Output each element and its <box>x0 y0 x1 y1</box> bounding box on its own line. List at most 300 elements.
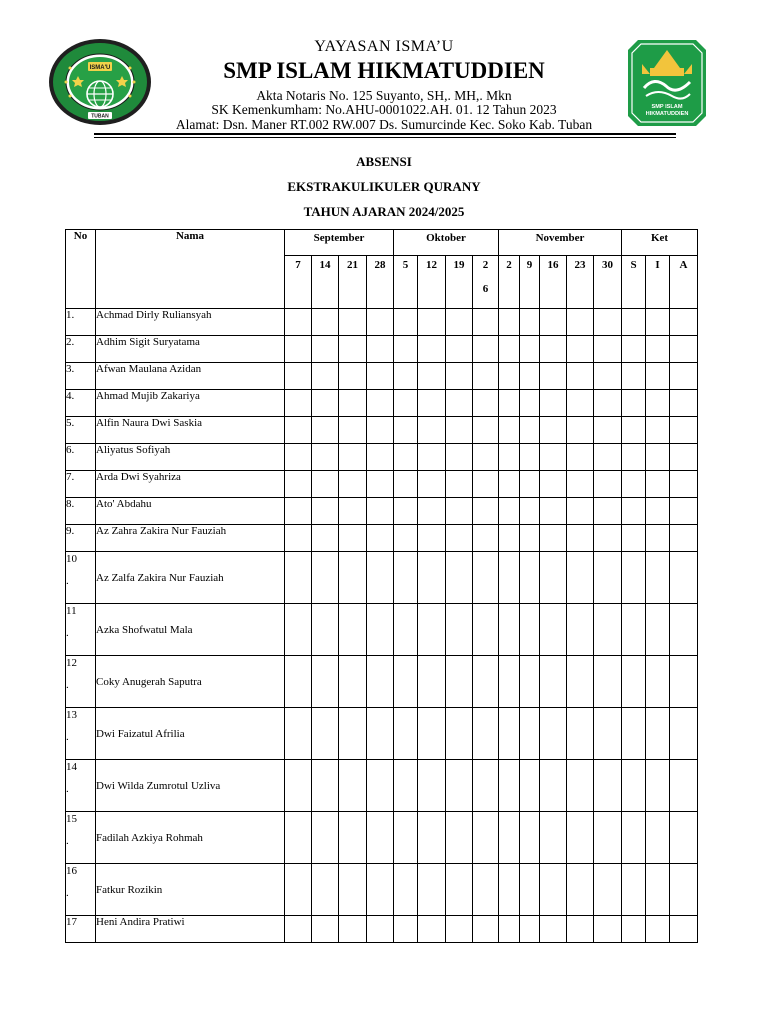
attendance-cell[interactable] <box>520 336 540 363</box>
student-name: Dwi Faizatul Afrilia <box>96 708 285 760</box>
attendance-cell[interactable] <box>540 444 567 471</box>
attendance-cell[interactable] <box>567 390 594 417</box>
attendance-cell[interactable] <box>540 363 567 390</box>
table-row <box>66 417 698 444</box>
attendance-cell[interactable] <box>622 656 646 708</box>
attendance-cell[interactable] <box>394 525 418 552</box>
attendance-cell[interactable] <box>418 604 446 656</box>
attendance-cell[interactable] <box>339 604 367 656</box>
attendance-cell[interactable] <box>285 363 312 390</box>
attendance-cell[interactable] <box>622 760 646 812</box>
attendance-cell[interactable] <box>394 604 418 656</box>
attendance-cell[interactable] <box>670 916 698 943</box>
attendance-cell[interactable] <box>367 812 394 864</box>
attendance-cell[interactable] <box>312 417 339 444</box>
attendance-cell[interactable] <box>285 390 312 417</box>
attendance-cell[interactable] <box>394 656 418 708</box>
attendance-cell[interactable] <box>540 498 567 525</box>
attendance-cell[interactable] <box>339 760 367 812</box>
attendance-cell[interactable] <box>473 525 499 552</box>
attendance-cell[interactable] <box>367 864 394 916</box>
month-header-ket: Ket <box>622 230 698 256</box>
attendance-cell[interactable] <box>670 390 698 417</box>
attendance-cell[interactable] <box>622 864 646 916</box>
attendance-cell[interactable] <box>499 417 520 444</box>
table-row <box>66 708 698 760</box>
attendance-cell[interactable] <box>622 363 646 390</box>
attendance-cell[interactable] <box>670 417 698 444</box>
attendance-cell[interactable] <box>540 916 567 943</box>
attendance-cell[interactable] <box>285 552 312 604</box>
table-row <box>66 363 698 390</box>
attendance-cell[interactable] <box>520 363 540 390</box>
attendance-cell[interactable] <box>594 498 622 525</box>
attendance-cell[interactable] <box>446 336 473 363</box>
attendance-cell[interactable] <box>540 708 567 760</box>
attendance-cell[interactable] <box>285 309 312 336</box>
attendance-cell[interactable] <box>646 760 670 812</box>
student-name: Heni Andira Pratiwi <box>96 916 285 943</box>
attendance-cell[interactable] <box>499 336 520 363</box>
attendance-cell[interactable] <box>646 336 670 363</box>
attendance-cell[interactable] <box>540 812 567 864</box>
attendance-cell[interactable] <box>312 552 339 604</box>
attendance-cell[interactable] <box>567 916 594 943</box>
attendance-cell[interactable] <box>567 708 594 760</box>
attendance-cell[interactable] <box>394 336 418 363</box>
attendance-cell[interactable] <box>540 864 567 916</box>
attendance-cell[interactable] <box>646 417 670 444</box>
attendance-cell[interactable] <box>446 309 473 336</box>
attendance-cell[interactable] <box>418 552 446 604</box>
attendance-cell[interactable] <box>670 336 698 363</box>
attendance-cell[interactable] <box>367 708 394 760</box>
attendance-cell[interactable] <box>312 525 339 552</box>
attendance-cell[interactable] <box>473 760 499 812</box>
attendance-cell[interactable] <box>367 309 394 336</box>
attendance-cell[interactable] <box>594 656 622 708</box>
attendance-cell[interactable] <box>499 864 520 916</box>
attendance-cell[interactable] <box>520 525 540 552</box>
attendance-cell[interactable] <box>312 708 339 760</box>
attendance-cell[interactable] <box>367 760 394 812</box>
attendance-cell[interactable] <box>367 336 394 363</box>
row-number-dot: . <box>66 783 69 795</box>
attendance-cell[interactable] <box>499 812 520 864</box>
col-header-name: Nama <box>96 230 285 309</box>
attendance-cell[interactable] <box>646 525 670 552</box>
attendance-cell[interactable] <box>394 390 418 417</box>
attendance-cell[interactable] <box>540 656 567 708</box>
attendance-cell[interactable] <box>540 604 567 656</box>
attendance-cell[interactable] <box>339 864 367 916</box>
attendance-cell[interactable] <box>285 417 312 444</box>
attendance-cell[interactable] <box>520 417 540 444</box>
attendance-cell[interactable] <box>520 498 540 525</box>
attendance-cell[interactable] <box>285 812 312 864</box>
row-number-dot: . <box>66 575 69 587</box>
attendance-cell[interactable] <box>622 498 646 525</box>
attendance-cell[interactable] <box>622 444 646 471</box>
attendance-cell[interactable] <box>594 916 622 943</box>
attendance-cell[interactable] <box>418 363 446 390</box>
attendance-cell[interactable] <box>670 525 698 552</box>
attendance-cell[interactable] <box>622 525 646 552</box>
attendance-cell[interactable] <box>285 498 312 525</box>
attendance-cell[interactable] <box>285 444 312 471</box>
attendance-cell[interactable] <box>394 864 418 916</box>
attendance-cell[interactable] <box>367 916 394 943</box>
attendance-cell[interactable] <box>622 604 646 656</box>
attendance-cell[interactable] <box>446 471 473 498</box>
attendance-cell[interactable] <box>285 916 312 943</box>
attendance-cell[interactable] <box>418 864 446 916</box>
attendance-cell[interactable] <box>446 916 473 943</box>
attendance-cell[interactable] <box>418 336 446 363</box>
attendance-cell[interactable] <box>446 444 473 471</box>
attendance-cell[interactable] <box>367 656 394 708</box>
attendance-cell[interactable] <box>567 417 594 444</box>
student-name: Az Zahra Zakira Nur Fauziah <box>96 525 285 552</box>
attendance-cell[interactable] <box>622 552 646 604</box>
student-name: Fadilah Azkiya Rohmah <box>96 812 285 864</box>
row-number: 15 . <box>66 812 96 864</box>
month-header-oktober: Oktober <box>394 230 499 256</box>
attendance-cell[interactable] <box>567 656 594 708</box>
attendance-cell[interactable] <box>520 656 540 708</box>
attendance-cell[interactable] <box>473 444 499 471</box>
attendance-cell[interactable] <box>646 363 670 390</box>
attendance-cell[interactable] <box>473 708 499 760</box>
attendance-cell[interactable] <box>646 390 670 417</box>
attendance-cell[interactable] <box>339 363 367 390</box>
attendance-cell[interactable] <box>473 604 499 656</box>
attendance-cell[interactable] <box>418 656 446 708</box>
table-row <box>66 916 698 943</box>
attendance-cell[interactable] <box>367 552 394 604</box>
attendance-cell[interactable] <box>567 552 594 604</box>
attendance-cell[interactable] <box>339 498 367 525</box>
attendance-cell[interactable] <box>622 812 646 864</box>
day-header: 16 <box>540 256 567 309</box>
attendance-cell[interactable] <box>446 760 473 812</box>
attendance-cell[interactable] <box>312 864 339 916</box>
attendance-cell[interactable] <box>622 309 646 336</box>
attendance-cell[interactable] <box>285 708 312 760</box>
attendance-cell[interactable] <box>394 498 418 525</box>
header-rule-thin <box>94 137 676 138</box>
attendance-cell[interactable] <box>285 656 312 708</box>
attendance-cell[interactable] <box>622 708 646 760</box>
attendance-cell[interactable] <box>520 812 540 864</box>
attendance-cell[interactable] <box>520 309 540 336</box>
attendance-cell[interactable] <box>594 444 622 471</box>
attendance-cell[interactable] <box>540 525 567 552</box>
attendance-cell[interactable] <box>418 417 446 444</box>
row-number-dot: . <box>66 835 69 847</box>
row-number-dot: . <box>66 731 69 743</box>
attendance-cell[interactable] <box>567 604 594 656</box>
attendance-cell[interactable] <box>473 812 499 864</box>
attendance-cell[interactable] <box>394 760 418 812</box>
attendance-cell[interactable] <box>339 552 367 604</box>
attendance-cell[interactable] <box>285 864 312 916</box>
attendance-cell[interactable] <box>567 760 594 812</box>
attendance-cell[interactable] <box>339 471 367 498</box>
attendance-cell[interactable] <box>473 498 499 525</box>
attendance-cell[interactable] <box>473 471 499 498</box>
attendance-cell[interactable] <box>473 390 499 417</box>
attendance-cell[interactable] <box>312 760 339 812</box>
attendance-cell[interactable] <box>473 656 499 708</box>
attendance-cell[interactable] <box>499 604 520 656</box>
attendance-cell[interactable] <box>312 390 339 417</box>
student-name: Coky Anugerah Saputra <box>96 656 285 708</box>
attendance-cell[interactable] <box>446 864 473 916</box>
attendance-cell[interactable] <box>646 444 670 471</box>
attendance-cell[interactable] <box>312 812 339 864</box>
attendance-cell[interactable] <box>540 390 567 417</box>
attendance-cell[interactable] <box>594 336 622 363</box>
attendance-cell[interactable] <box>646 309 670 336</box>
attendance-cell[interactable] <box>367 417 394 444</box>
attendance-cell[interactable] <box>567 864 594 916</box>
attendance-cell[interactable] <box>499 498 520 525</box>
attendance-cell[interactable] <box>394 363 418 390</box>
attendance-cell[interactable] <box>594 390 622 417</box>
attendance-cell[interactable] <box>473 309 499 336</box>
attendance-cell[interactable] <box>520 708 540 760</box>
attendance-cell[interactable] <box>567 471 594 498</box>
attendance-cell[interactable] <box>367 444 394 471</box>
attendance-cell[interactable] <box>367 471 394 498</box>
attendance-cell[interactable] <box>418 760 446 812</box>
attendance-cell[interactable] <box>646 552 670 604</box>
attendance-cell[interactable] <box>499 525 520 552</box>
attendance-cell[interactable] <box>367 390 394 417</box>
attendance-cell[interactable] <box>622 916 646 943</box>
attendance-cell[interactable] <box>339 309 367 336</box>
attendance-cell[interactable] <box>473 363 499 390</box>
attendance-cell[interactable] <box>622 471 646 498</box>
attendance-cell[interactable] <box>646 708 670 760</box>
attendance-table <box>65 229 698 943</box>
attendance-cell[interactable] <box>285 760 312 812</box>
attendance-cell[interactable] <box>670 363 698 390</box>
attendance-cell[interactable] <box>418 525 446 552</box>
attendance-cell[interactable] <box>540 471 567 498</box>
attendance-cell[interactable] <box>285 604 312 656</box>
attendance-cell[interactable] <box>339 417 367 444</box>
attendance-cell[interactable] <box>418 390 446 417</box>
attendance-cell[interactable] <box>446 498 473 525</box>
attendance-cell[interactable] <box>473 336 499 363</box>
attendance-cell[interactable] <box>499 309 520 336</box>
attendance-cell[interactable] <box>567 309 594 336</box>
attendance-cell[interactable] <box>312 498 339 525</box>
attendance-cell[interactable] <box>499 656 520 708</box>
attendance-cell[interactable] <box>567 525 594 552</box>
attendance-cell[interactable] <box>594 363 622 390</box>
attendance-cell[interactable] <box>540 760 567 812</box>
attendance-cell[interactable] <box>312 363 339 390</box>
attendance-cell[interactable] <box>567 444 594 471</box>
attendance-cell[interactable] <box>418 708 446 760</box>
attendance-cell[interactable] <box>646 656 670 708</box>
attendance-cell[interactable] <box>446 390 473 417</box>
attendance-cell[interactable] <box>312 656 339 708</box>
attendance-cell[interactable] <box>520 471 540 498</box>
attendance-cell[interactable] <box>367 604 394 656</box>
day-header: S <box>622 256 646 309</box>
attendance-cell[interactable] <box>499 363 520 390</box>
attendance-cell[interactable] <box>594 417 622 444</box>
attendance-cell[interactable] <box>446 417 473 444</box>
attendance-cell[interactable] <box>446 708 473 760</box>
attendance-cell[interactable] <box>285 471 312 498</box>
attendance-cell[interactable] <box>670 444 698 471</box>
attendance-cell[interactable] <box>473 552 499 604</box>
attendance-cell[interactable] <box>312 444 339 471</box>
attendance-cell[interactable] <box>594 525 622 552</box>
attendance-cell[interactable] <box>394 471 418 498</box>
attendance-cell[interactable] <box>499 916 520 943</box>
attendance-cell[interactable] <box>499 760 520 812</box>
attendance-cell[interactable] <box>312 309 339 336</box>
attendance-cell[interactable] <box>473 417 499 444</box>
attendance-cell[interactable] <box>594 552 622 604</box>
attendance-cell[interactable] <box>446 363 473 390</box>
attendance-cell[interactable] <box>339 916 367 943</box>
attendance-cell[interactable] <box>499 708 520 760</box>
attendance-cell[interactable] <box>646 604 670 656</box>
attendance-cell[interactable] <box>418 498 446 525</box>
attendance-cell[interactable] <box>312 336 339 363</box>
attendance-cell[interactable] <box>646 864 670 916</box>
attendance-cell[interactable] <box>670 656 698 708</box>
attendance-cell[interactable] <box>312 604 339 656</box>
attendance-cell[interactable] <box>312 916 339 943</box>
attendance-cell[interactable] <box>594 760 622 812</box>
attendance-cell[interactable] <box>446 604 473 656</box>
attendance-cell[interactable] <box>520 444 540 471</box>
attendance-cell[interactable] <box>646 916 670 943</box>
attendance-cell[interactable] <box>622 390 646 417</box>
row-number: 3. <box>66 363 96 390</box>
attendance-cell[interactable] <box>418 812 446 864</box>
attendance-cell[interactable] <box>520 604 540 656</box>
attendance-cell[interactable] <box>339 525 367 552</box>
attendance-cell[interactable] <box>285 336 312 363</box>
student-name: Azka Shofwatul Mala <box>96 604 285 656</box>
attendance-cell[interactable] <box>594 471 622 498</box>
attendance-cell[interactable] <box>670 864 698 916</box>
row-number: 1. <box>66 309 96 336</box>
attendance-cell[interactable] <box>567 498 594 525</box>
attendance-cell[interactable] <box>473 864 499 916</box>
attendance-cell[interactable] <box>594 309 622 336</box>
attendance-cell[interactable] <box>367 525 394 552</box>
attendance-cell[interactable] <box>339 390 367 417</box>
attendance-cell[interactable] <box>540 417 567 444</box>
attendance-cell[interactable] <box>670 498 698 525</box>
attendance-cell[interactable] <box>520 916 540 943</box>
attendance-cell[interactable] <box>594 812 622 864</box>
attendance-cell[interactable] <box>540 552 567 604</box>
attendance-cell[interactable] <box>394 552 418 604</box>
attendance-cell[interactable] <box>339 708 367 760</box>
attendance-cell[interactable] <box>285 525 312 552</box>
attendance-cell[interactable] <box>339 336 367 363</box>
attendance-cell[interactable] <box>394 916 418 943</box>
attendance-cell[interactable] <box>540 336 567 363</box>
attendance-cell[interactable] <box>394 444 418 471</box>
attendance-cell[interactable] <box>520 760 540 812</box>
attendance-cell[interactable] <box>367 498 394 525</box>
attendance-cell[interactable] <box>646 498 670 525</box>
attendance-cell[interactable] <box>446 812 473 864</box>
attendance-cell[interactable] <box>594 708 622 760</box>
attendance-cell[interactable] <box>670 552 698 604</box>
row-number: 5. <box>66 417 96 444</box>
attendance-cell[interactable] <box>622 336 646 363</box>
attendance-cell[interactable] <box>367 363 394 390</box>
attendance-cell[interactable] <box>446 552 473 604</box>
attendance-cell[interactable] <box>594 604 622 656</box>
attendance-cell[interactable] <box>670 309 698 336</box>
attendance-cell[interactable] <box>499 444 520 471</box>
table-row <box>66 309 698 336</box>
attendance-cell[interactable] <box>646 471 670 498</box>
attendance-cell[interactable] <box>670 812 698 864</box>
attendance-cell[interactable] <box>446 656 473 708</box>
attendance-cell[interactable] <box>473 916 499 943</box>
attendance-cell[interactable] <box>520 390 540 417</box>
attendance-cell[interactable] <box>418 309 446 336</box>
day-header: 5 <box>394 256 418 309</box>
attendance-cell[interactable] <box>312 471 339 498</box>
attendance-cell[interactable] <box>646 812 670 864</box>
attendance-cell[interactable] <box>567 363 594 390</box>
attendance-cell[interactable] <box>394 812 418 864</box>
attendance-cell[interactable] <box>567 336 594 363</box>
attendance-cell[interactable] <box>540 309 567 336</box>
attendance-cell[interactable] <box>339 444 367 471</box>
attendance-cell[interactable] <box>520 552 540 604</box>
attendance-cell[interactable] <box>670 708 698 760</box>
attendance-cell[interactable] <box>394 309 418 336</box>
attendance-cell[interactable] <box>520 864 540 916</box>
attendance-cell[interactable] <box>394 708 418 760</box>
attendance-cell[interactable] <box>499 390 520 417</box>
attendance-cell[interactable] <box>670 604 698 656</box>
attendance-cell[interactable] <box>394 417 418 444</box>
attendance-cell[interactable] <box>446 525 473 552</box>
attendance-cell[interactable] <box>499 552 520 604</box>
attendance-cell[interactable] <box>339 812 367 864</box>
attendance-cell[interactable] <box>622 417 646 444</box>
attendance-cell[interactable] <box>339 656 367 708</box>
attendance-cell[interactable] <box>670 760 698 812</box>
attendance-cell[interactable] <box>418 471 446 498</box>
table-row <box>66 656 698 708</box>
attendance-cell[interactable] <box>418 916 446 943</box>
attendance-cell[interactable] <box>670 471 698 498</box>
attendance-cell[interactable] <box>594 864 622 916</box>
attendance-cell[interactable] <box>418 444 446 471</box>
attendance-cell[interactable] <box>499 471 520 498</box>
attendance-cell[interactable] <box>567 812 594 864</box>
